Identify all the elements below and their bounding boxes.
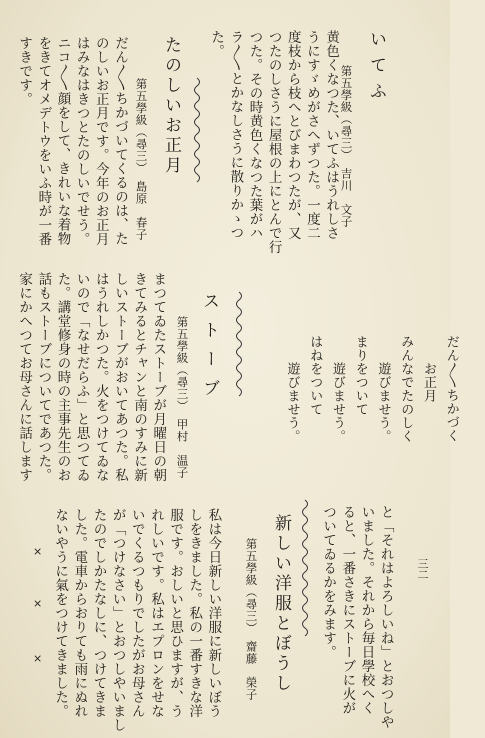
- poem-line: 遊びませう。: [375, 335, 391, 443]
- poem-line: 遊びませう。: [330, 335, 345, 443]
- page-number: 三二: [416, 558, 429, 580]
- stove-continued-text: と「それはよろしいね」とおつしや いました。それから毎日學校へく ると、一番さきにストーブに火が ついてゐるかをみます。: [320, 505, 394, 729]
- dress-author: 第五學級（尋三） 齋藤 榮子: [244, 538, 259, 701]
- poem-line: みんなでたのしく: [398, 335, 414, 443]
- wavy-rule: [232, 292, 246, 402]
- cross-mark: ×: [33, 652, 43, 665]
- stove-author: 第五學級（尋三） 甲村 温子: [175, 316, 190, 479]
- wavy-rule: [190, 78, 204, 188]
- poem-line: だん〳〵ちかづく: [443, 335, 459, 443]
- poem-line: お正月: [421, 335, 436, 403]
- new-year-author: 第五學級（尋三） 島原 春子: [134, 78, 149, 241]
- new-year-text: だん〳〵ちかづいてくるのは、た のしいお正月です。今年のお正月 はみなはきつとたのしいでせう。 ニコ〳〵顔をして、きれいな着物 をきてオメデトウをいふ時が一番 すきです。: [16, 36, 128, 246]
- stove-title: ストーブ: [199, 292, 219, 408]
- cross-mark: ×: [33, 597, 43, 610]
- new-year-title: たのしいお正月: [161, 36, 181, 176]
- stove-text: まつてゐたストーブが月曜日の朝 きてみるとチャンと南のすみに新 しいストーブがおいてあつた。私 はうれしかつた。火をつけてゐな いので「なせだらふ」と思つてゐ た。講堂修身の時の主事先生のお 話もストーブについてであつた。 家にかへつてお母さんに話します: [16, 272, 167, 482]
- poem-line: まりをついて: [352, 335, 368, 416]
- poem-line: 遊びませう。: [284, 335, 300, 443]
- ginkgo-title: いてふ: [366, 30, 386, 108]
- poem-line: はねをついて: [307, 335, 323, 416]
- ginkgo-text: 黄色くなつた、いてふはうれしさ うにすゞめがさへずつた。一度二 度枝から枝へとびまわつたが、又 つたのしさうに屋根の上にとんで行 つた。その時黄色くなつた葉がハ ラ〳〵とかなしさうに散りかゝつ た。: [208, 30, 340, 254]
- dress-title: 新しい洋服とぼうし: [271, 514, 291, 694]
- ginkgo-author: 第五學級（尋三） 吉川 文子: [339, 65, 354, 228]
- wavy-rule: [298, 500, 312, 640]
- cross-mark: ×: [33, 545, 43, 558]
- poem: [257, 273, 485, 493]
- dress-text: 私は今日新しい洋服に新しいぼう しをきました。私の一番すきな洋 服です。おしいと思ひますが、う れしいです。私はエプロンをせな いでくるつもりでしたがお母さん が「つけなさい」とおつしやいまし たのでしかたなしに、つけてきま した。電車からおりても雨にぬれ ないやうに氣をつけてきました。: [52, 508, 222, 732]
